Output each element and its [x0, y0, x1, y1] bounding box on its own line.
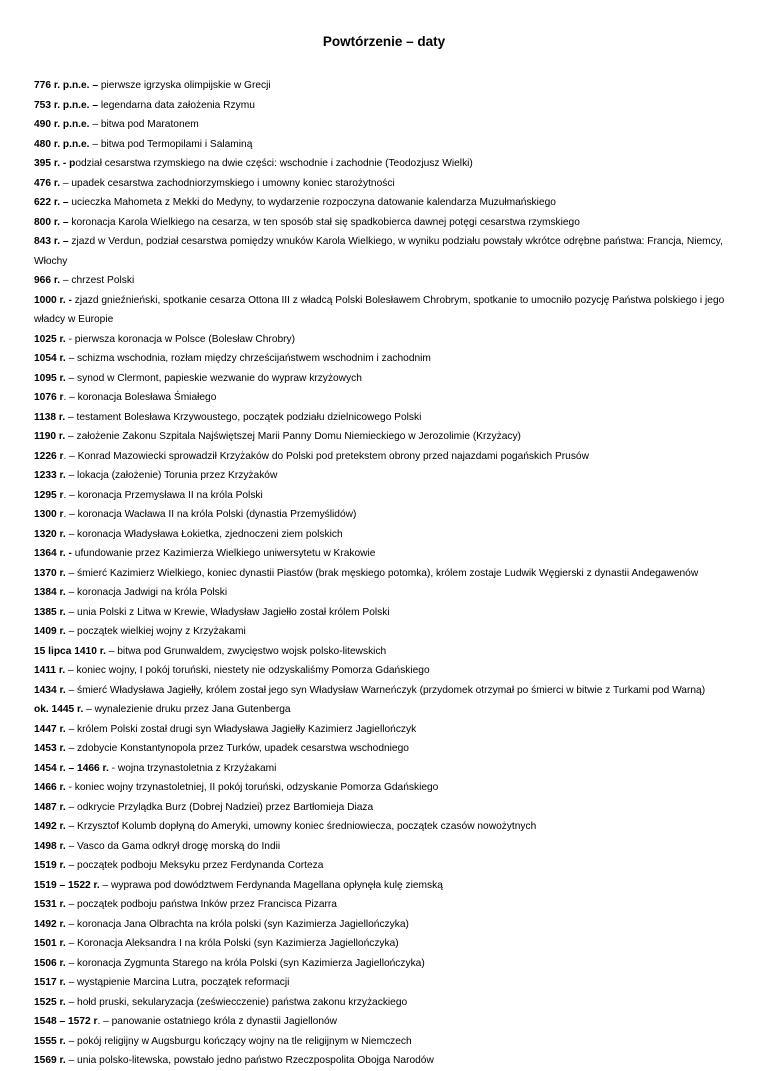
date-entry: [34, 759, 738, 779]
entry-date: 15 lipca 1410 r.: [34, 645, 106, 657]
date-entry: [34, 798, 738, 818]
entry-date: 1025 r.: [34, 333, 66, 345]
entry-date: 1487 r.: [34, 801, 66, 813]
entry-date: 1492 r.: [34, 918, 66, 930]
entry-description: - wojna trzynastoletnia z Krzyżakami: [108, 762, 277, 774]
entry-description: – unia Polski z Litwa w Krewie, Władysław Jagiełło został królem Polski: [65, 606, 390, 618]
date-entry: [34, 174, 738, 194]
date-entry: [34, 1051, 738, 1071]
entry-date: 395 r. - p: [34, 158, 76, 169]
entry-description: zjazd w Verdun, podział cesarstwa pomiędzy wnuków Karola Wielkiego, w wyniku podziału powstały wkrótce odrębne państwa: Francja, Niemcy, Włochy: [34, 236, 723, 267]
entry-date: 480 r. p.n.e.: [34, 138, 90, 150]
entry-description: – lokacja (założenie) Torunia przez Krzyżaków: [65, 470, 278, 481]
entry-description: – testament Bolesława Krzywoustego, początek podziału dzielnicowego Polski: [65, 411, 422, 423]
entry-description: – królem Polski został drugi syn Władysława Jagiełły Kazimierz Jagiellończyk: [65, 723, 417, 735]
date-entry: [34, 96, 738, 116]
date-entry: [34, 681, 738, 701]
entry-description: – koronacja Jana Olbrachta na króla polski (syn Kazimierza Jagiellończyka): [65, 918, 409, 930]
entry-date: 1411 r.: [34, 665, 66, 676]
entry-description: – Koronacja Aleksandra I na króla Polski (syn Kazimierza Jagiellończyka): [65, 938, 399, 949]
entry-date: 1300 r: [34, 509, 64, 520]
entry-description: . – koronacja Przemysława II na króla Polski: [63, 489, 263, 501]
date-entry: [34, 973, 738, 993]
entry-description: – synod w Clermont, papieskie wezwanie do wypraw krzyżowych: [65, 372, 362, 384]
date-entry: [34, 603, 738, 623]
entry-date: 1453 r.: [34, 743, 66, 754]
entry-description: – bitwa pod Termopilami i Salaminą: [89, 138, 253, 150]
entry-date: 1320 r.: [34, 528, 66, 540]
entry-description: zjazd gnieźnieński, spotkanie cesarza Ottona III z władcą Polski Bolesławem Chrobrym, spotkanie to umocniło pozycję Państwa polskiego i jego władcy w Europie: [34, 294, 725, 325]
entry-date: 1501 r.: [34, 938, 66, 949]
date-entry: [34, 876, 738, 896]
entry-description: – bitwa pod Maratonem: [89, 119, 199, 130]
date-entry: [34, 1012, 738, 1032]
entry-description: – schizma wschodnia, rozłam między chrześcijaństwem wschodnim i zachodnim: [65, 353, 431, 364]
entry-date: 776 r. p.n.e. –: [34, 80, 98, 91]
date-entry: [34, 837, 738, 857]
entry-date: 622 r. –: [34, 197, 69, 208]
entry-date: 1434 r.: [34, 684, 66, 696]
entry-description: – chrzest Polski: [60, 275, 135, 286]
entry-date: 966 r.: [34, 275, 61, 286]
date-entry: [34, 642, 738, 662]
entry-date: 1385 r.: [34, 606, 66, 618]
date-entry: [34, 486, 738, 506]
entry-date: 1370 r.: [34, 567, 66, 579]
entry-description: - koniec wojny trzynastoletniej, II pokój toruński, odzyskanie Pomorza Gdańskiego: [65, 782, 439, 793]
date-entry: [34, 564, 738, 584]
entry-description: – koronacja Jadwigi na króla Polski: [65, 587, 228, 598]
date-entry: [34, 954, 738, 974]
date-entry: [34, 213, 738, 233]
entry-description: – wystąpienie Marcina Lutra, początek reformacji: [65, 977, 290, 988]
date-entry: [34, 369, 738, 389]
entry-date: 1466 r.: [34, 782, 66, 793]
entry-date: 1519 – 1522 r.: [34, 879, 100, 891]
entry-date: 1138 r.: [34, 411, 66, 423]
date-entry: [34, 291, 738, 330]
entry-date: ok. 1445 r.: [34, 704, 84, 715]
date-entry: [34, 720, 738, 740]
entry-date: 1054 r.: [34, 353, 66, 364]
page-title: Powtórzenie – daty: [322, 34, 446, 49]
dates-list: [34, 76, 738, 1071]
date-entry: [34, 993, 738, 1013]
entry-date: 1384 r.: [34, 587, 66, 598]
date-entry: [34, 135, 738, 155]
entry-description: - pierwsza koronacja w Polsce (Bolesław Chrobry): [65, 333, 296, 345]
entry-date: 1531 r.: [34, 899, 66, 910]
date-entry: [34, 778, 738, 798]
entry-date: 1226 r: [34, 450, 64, 462]
date-entry: [34, 388, 738, 408]
entry-date: 1517 r.: [34, 977, 66, 988]
entry-date: 1454 r. – 1466 r.: [34, 762, 109, 774]
entry-description: – bitwa pod Grunwaldem, zwycięstwo wojsk polsko-litewskich: [105, 645, 387, 657]
entry-description: . – Konrad Mazowiecki sprowadził Krzyżaków do Polski pod pretekstem obrony przed najazdami pogańskich Prusów: [63, 450, 589, 462]
date-entry: [34, 408, 738, 428]
date-entry: [34, 817, 738, 837]
date-entry: [34, 700, 738, 720]
entry-description: – śmierć Władysława Jagiełły, królem został jego syn Władysław Warneńczyk (przydomek otrzymał po śmierci w bitwie z Turkami pod Warną): [65, 684, 706, 696]
entry-date: 1492 r.: [34, 821, 66, 832]
entry-date: 1525 r.: [34, 996, 66, 1008]
entry-description: – założenie Zakonu Szpitala Najświętszej Marii Panny Domu Niemieckiego w Jerozolimie (Krzyżacy): [65, 431, 521, 442]
entry-description: – odkrycie Przylądka Burz (Dobrej Nadziei) przez Bartłomieja Diaza: [65, 801, 374, 813]
entry-description: – koniec wojny, I pokój toruński, niestety nie odzyskaliśmy Pomorza Gdańskiego: [65, 665, 430, 676]
date-entry: [34, 330, 738, 350]
entry-date: 753 r. p.n.e. –: [34, 99, 98, 111]
entry-date: 476 r.: [34, 177, 61, 189]
entry-description: – początek podboju Meksyku przez Ferdynanda Corteza: [65, 860, 324, 871]
date-entry: [34, 505, 738, 525]
entry-date: 1506 r.: [34, 957, 66, 969]
entry-description: . – koronacja Bolesława Śmiałego: [63, 392, 217, 403]
entry-description: – śmierć Kazimierz Wielkiego, koniec dynastii Piastów (brak męskiego potomka), królem zostaje Ludwik Węgierski z dynastii Andegawenów: [65, 567, 699, 579]
entry-description: odział cesarstwa rzymskiego na dwie części: wschodnie i zachodnie (Teodozjusz Wielki): [75, 158, 473, 169]
entry-description: legendarna data założenia Rzymu: [98, 99, 255, 111]
date-entry: [34, 934, 738, 954]
entry-date: 1076 r: [34, 392, 64, 403]
entry-date: 843 r. –: [34, 236, 69, 247]
entry-description: . – koronacja Wacława II na króla Polski (dynastia Przemyślidów): [63, 509, 357, 520]
date-entry: [34, 271, 738, 291]
date-entry: [34, 544, 738, 564]
date-entry: [34, 466, 738, 486]
date-entry: [34, 193, 738, 213]
date-entry: [34, 915, 738, 935]
date-entry: [34, 739, 738, 759]
entry-date: 1498 r.: [34, 840, 66, 852]
entry-description: – hołd pruski, sekularyzacja (zeświecczenie) państwa zakonu krzyżackiego: [65, 996, 408, 1008]
entry-description: koronacja Karola Wielkiego na cesarza, w ten sposób stał się spadkobierca dawnej potęgi cesarstwa rzymskiego: [68, 216, 580, 228]
date-entry: [34, 349, 738, 369]
entry-description: – Krzysztof Kolumb dopłyną do Ameryki, umowny koniec średniowiecza, początek czasów nowożytnych: [65, 821, 537, 832]
entry-description: pierwsze igrzyska olimpijskie w Grecji: [98, 80, 271, 91]
entry-date: 490 r. p.n.e.: [34, 119, 90, 130]
date-entry: [34, 427, 738, 447]
entry-date: 1000 r. -: [34, 294, 72, 306]
date-entry: [34, 525, 738, 545]
entry-date: 1190 r.: [34, 431, 66, 442]
entry-description: – początek podboju państwa Inków przez Francisca Pizarra: [65, 899, 337, 910]
date-entry: [34, 622, 738, 642]
entry-date: 1295 r: [34, 489, 64, 501]
date-entry: [34, 76, 738, 96]
entry-description: ufundowanie przez Kazimierza Wielkiego uniwersytetu w Krakowie: [71, 548, 376, 559]
entry-description: – Vasco da Gama odkrył drogę morską do Indii: [65, 840, 281, 852]
date-entry: [34, 895, 738, 915]
date-entry: [34, 856, 738, 876]
entry-description: . – panowanie ostatniego króla z dynastii Jagiellonów: [97, 1016, 338, 1027]
date-entry: [34, 583, 738, 603]
entry-description: – początek wielkiej wojny z Krzyżakami: [65, 626, 246, 637]
entry-description: – unia polsko-litewska, powstało jedno państwo Rzeczpospolita Obojga Narodów: [65, 1055, 434, 1066]
entry-date: 800 r. –: [34, 216, 69, 228]
date-entry: [34, 154, 738, 174]
entry-description: – koronacja Władysława Łokietka, zjednoczeni ziem polskich: [65, 528, 343, 540]
entry-description: – pokój religijny w Augsburgu kończący wojny na tle religijnym w Niemczech: [65, 1035, 412, 1047]
entry-date: 1409 r.: [34, 626, 66, 637]
date-entry: [34, 115, 738, 135]
entry-date: 1548 – 1572 r: [34, 1016, 98, 1027]
entry-description: ucieczka Mahometa z Mekki do Medyny, to wydarzenie rozpoczyna datowanie kalendarza Muzułmańskiego: [68, 197, 556, 208]
entry-description: – zdobycie Konstantynopola przez Turków, upadek cesarstwa wschodniego: [65, 743, 409, 754]
date-entry: [34, 232, 738, 271]
entry-date: 1364 r. -: [34, 548, 72, 559]
entry-date: 1233 r.: [34, 470, 66, 481]
entry-description: – wyprawa pod dowództwem Ferdynanda Magellana opłynęła kulę ziemską: [99, 879, 443, 891]
entry-date: 1569 r.: [34, 1055, 66, 1066]
entry-date: 1555 r.: [34, 1035, 66, 1047]
entry-description: – wynalezienie druku przez Jana Gutenberga: [83, 704, 291, 715]
entry-date: 1519 r.: [34, 860, 66, 871]
date-entry: [34, 1032, 738, 1052]
entry-description: – upadek cesarstwa zachodniorzymskiego i umowny koniec starożytności: [60, 177, 395, 189]
date-entry: [34, 447, 738, 467]
entry-date: 1447 r.: [34, 723, 66, 735]
entry-description: – koronacja Zygmunta Starego na króla Polski (syn Kazimierza Jagiellończyka): [65, 957, 425, 969]
date-entry: [34, 661, 738, 681]
entry-date: 1095 r.: [34, 372, 66, 384]
